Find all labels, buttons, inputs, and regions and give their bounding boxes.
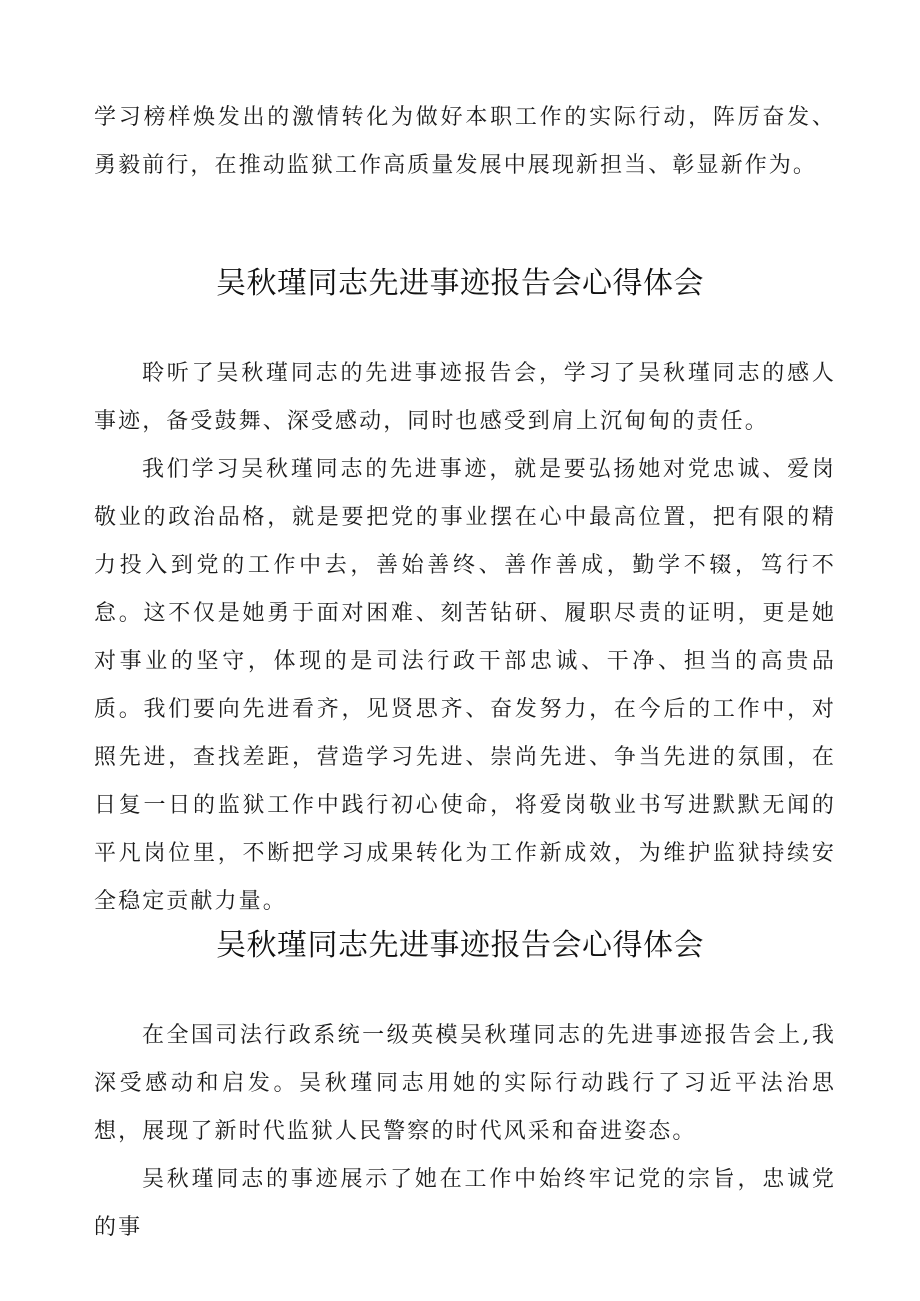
section-2-title: 吴秋瑾同志先进事迹报告会心得体会 [216, 928, 704, 963]
section-2-paragraph-2: 吴秋瑾同志的事迹展示了她在工作中始终牢记党的宗旨，忠诚党的事 [94, 1167, 836, 1240]
continuation-paragraph: 学习榜样焕发出的激情转化为做好本职工作的实际行动，阵厉奋发、勇毅前行，在推动监狱工作高质量发展中展现新担当、彰显新作为。 [94, 105, 836, 178]
section-1-paragraph-2: 我们学习吴秋瑾同志的先进事迹，就是要弘扬她对党忠诚、爱岗敬业的政治品格，就是要把党的事业摆在心中最高位置，把有限的精力投入到党的工作中去，善始善终、善作善成，勤学不辍，笃行不怠。这不仅是她勇于面对困难、刻苦钻研、履职尽责的证明，更是她对事业的坚守，体现的是司法行政干部忠诚、干净、担当的高贵品质。我们要向先进看齐，见贤思齐、奋发努力，在今后的工作中，对照先进，查找差距，营造学习先进、崇尚先进、争当先进的氛围，在日复一日的监狱工作中践行初心使命，将爱岗敬业书写进默默无闻的平凡岗位里，不断把学习成果转化为工作新成效，为维护监狱持续安全稳定贡献力量。 [94, 457, 836, 914]
section-1-paragraph-1: 聆听了吴秋瑾同志的先进事迹报告会，学习了吴秋瑾同志的感人事迹，备受鼓舞、深受感动，同时也感受到肩上沉甸甸的责任。 [94, 361, 836, 434]
section-1-title: 吴秋瑾同志先进事迹报告会心得体会 [216, 266, 704, 301]
section-2-paragraph-1: 在全国司法行政系统一级英模吴秋瑾同志的先进事迹报告会上,我深受感动和启发。吴秋瑾同志用她的实际行动践行了习近平法治思想，展现了新时代监狱人民警察的时代风采和奋进姿态。 [94, 1023, 836, 1144]
